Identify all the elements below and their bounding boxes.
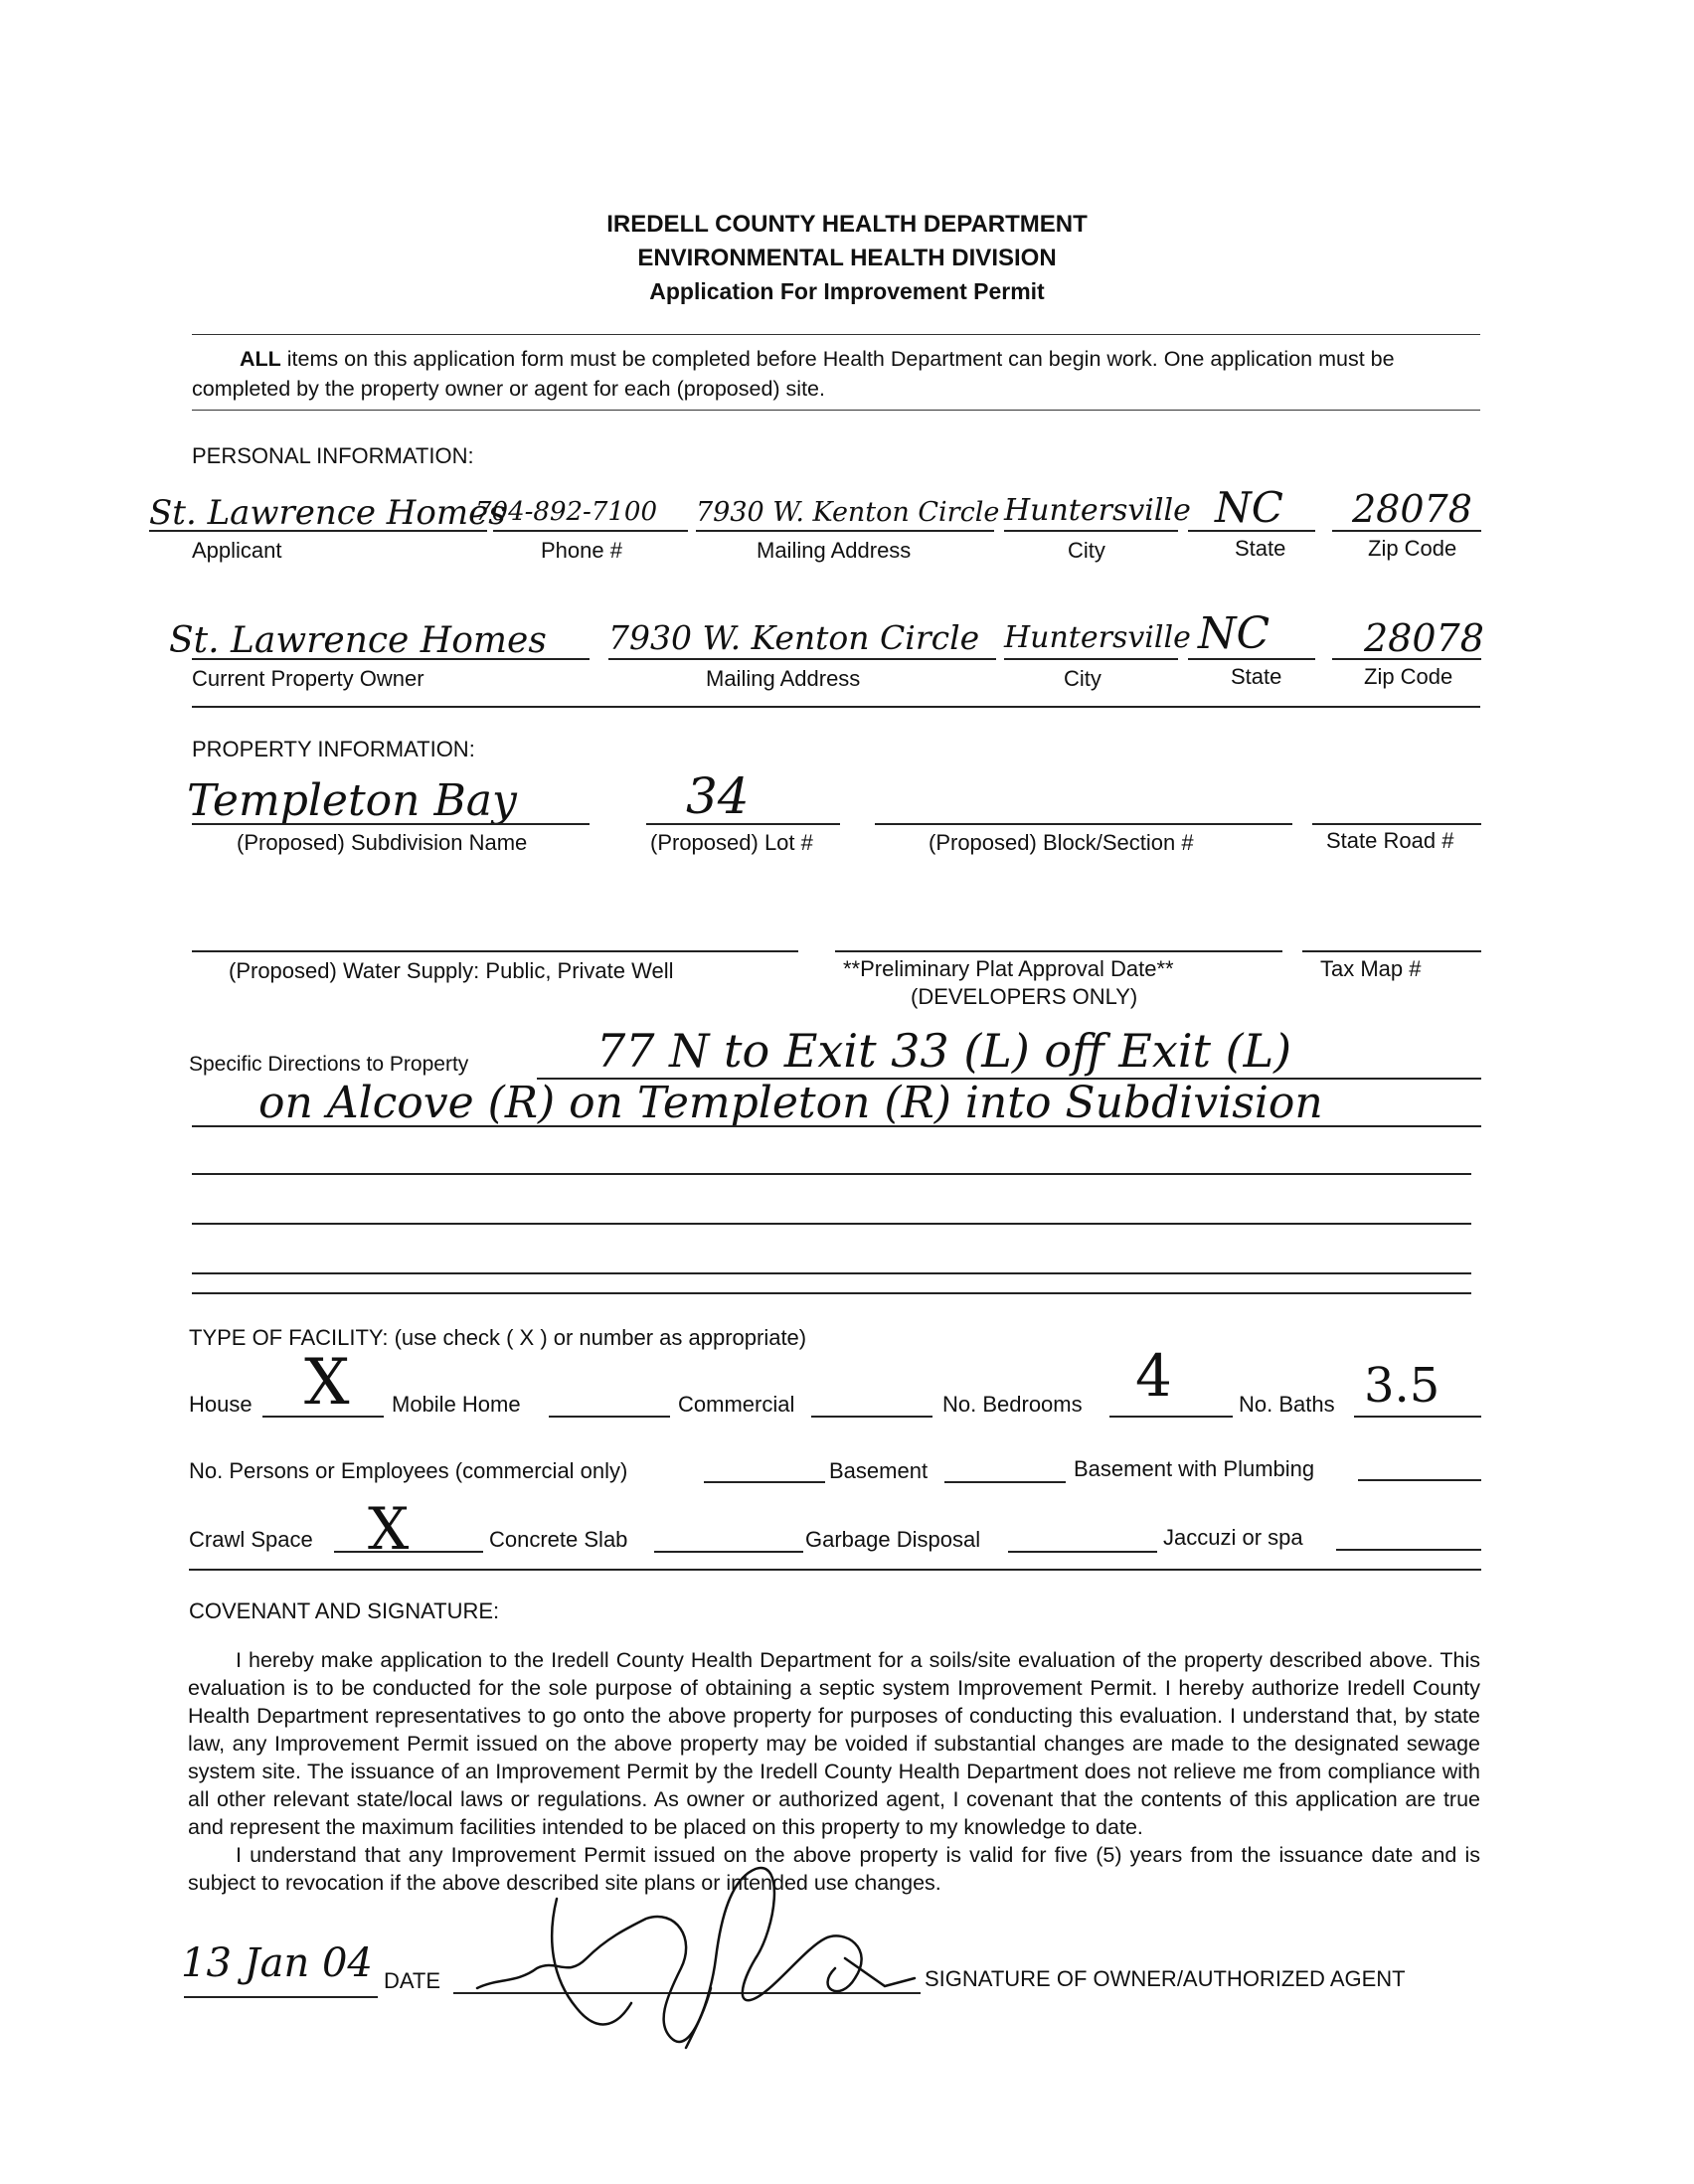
facility-bottom-divider bbox=[189, 1569, 1481, 1571]
plat-approval-label: **Preliminary Plat Approval Date** bbox=[843, 956, 1174, 981]
jacuzzi-underline bbox=[1336, 1549, 1481, 1551]
date-value: 13 Jan 04 bbox=[181, 1940, 373, 1986]
house-label: House bbox=[189, 1392, 253, 1417]
directions-underline-2 bbox=[192, 1125, 1481, 1127]
owner-underline-5 bbox=[1332, 658, 1481, 660]
mobile-underline bbox=[549, 1416, 670, 1418]
house-check-value: X bbox=[304, 1346, 350, 1420]
applicant-city-value: Huntersville bbox=[1004, 493, 1191, 528]
owner-underline-1 bbox=[192, 658, 590, 660]
block-underline bbox=[875, 823, 1292, 825]
baths-label: No. Baths bbox=[1239, 1392, 1335, 1417]
directions-line-2: on Alcove (R) on Templeton (R) into Subdivision bbox=[258, 1078, 1323, 1128]
covenant-paragraph-2: I understand that any Improvement Permit issued on the above property is valid for five (5) years from the issuance date and is subject to revocation if the above described site plans or intended use changes. bbox=[188, 1843, 1480, 1895]
lot-underline bbox=[646, 823, 840, 825]
owner-zip-label: Zip Code bbox=[1364, 664, 1453, 689]
state-road-underline bbox=[1312, 823, 1481, 825]
applicant-name-value: St. Lawrence Homes bbox=[149, 493, 506, 533]
division-title: ENVIRONMENTAL HEALTH DIVISION bbox=[637, 245, 1057, 271]
applicant-zip-value: 28078 bbox=[1352, 487, 1472, 531]
intro-bold: ALL bbox=[240, 347, 281, 371]
owner-underline-3 bbox=[1004, 658, 1178, 660]
persons-underline bbox=[704, 1481, 825, 1483]
baths-value: 3.5 bbox=[1364, 1358, 1440, 1414]
subdivision-underline bbox=[192, 823, 590, 825]
concrete-slab-label: Concrete Slab bbox=[489, 1527, 628, 1552]
water-underline bbox=[192, 950, 798, 952]
commercial-underline bbox=[811, 1416, 932, 1418]
basement-underline bbox=[944, 1481, 1066, 1483]
lot-label: (Proposed) Lot # bbox=[650, 830, 813, 855]
applicant-label: Applicant bbox=[192, 538, 282, 563]
directions-underline-1 bbox=[537, 1078, 1481, 1080]
garbage-underline bbox=[1008, 1551, 1157, 1553]
applicant-underline-6 bbox=[1332, 530, 1481, 532]
city-label: City bbox=[1068, 538, 1105, 563]
directions-underline-3 bbox=[192, 1173, 1471, 1175]
applicant-underline-5 bbox=[1188, 530, 1315, 532]
bedrooms-value: 4 bbox=[1135, 1342, 1172, 1410]
directions-label: Specific Directions to Property bbox=[189, 1053, 469, 1076]
date-label: DATE bbox=[384, 1968, 441, 1993]
handwritten-signature bbox=[457, 1809, 925, 2068]
directions-line-1: 77 N to Exit 33 (L) off Exit (L) bbox=[596, 1024, 1292, 1078]
water-supply-label: (Proposed) Water Supply: Public, Private Well bbox=[229, 958, 674, 983]
owner-underline-2 bbox=[608, 658, 996, 660]
basement-label: Basement bbox=[829, 1458, 929, 1483]
owner-city-label: City bbox=[1064, 666, 1101, 691]
phone-label: Phone # bbox=[541, 538, 622, 563]
tax-map-label: Tax Map # bbox=[1320, 956, 1422, 981]
owner-city-value: Huntersville bbox=[1004, 620, 1191, 655]
directions-underline-6 bbox=[192, 1292, 1471, 1294]
taxmap-underline bbox=[1302, 950, 1481, 952]
basement-plumbing-underline bbox=[1358, 1479, 1481, 1481]
owner-state-label: State bbox=[1231, 664, 1282, 689]
personal-heading: PERSONAL INFORMATION: bbox=[192, 443, 474, 468]
applicant-phone-value: 704-892-7100 bbox=[475, 497, 657, 527]
department-title: IREDELL COUNTY HEALTH DEPARTMENT bbox=[606, 211, 1088, 238]
personal-bottom-divider bbox=[192, 706, 1480, 708]
owner-name-value: St. Lawrence Homes bbox=[169, 620, 547, 661]
garbage-disposal-label: Garbage Disposal bbox=[805, 1527, 981, 1552]
zip-code-label: Zip Code bbox=[1368, 536, 1457, 561]
applicant-underline-1 bbox=[149, 530, 487, 532]
basement-plumbing-label: Basement with Plumbing bbox=[1074, 1456, 1315, 1481]
intro-rest: items on this application form must be completed before Health Department can begin work. One application must be completed by the property owner or agent for each (proposed) site. bbox=[192, 347, 1395, 401]
signature-label: SIGNATURE OF OWNER/AUTHORIZED AGENT bbox=[925, 1966, 1406, 1991]
baths-underline bbox=[1354, 1416, 1481, 1418]
bedrooms-label: No. Bedrooms bbox=[942, 1392, 1083, 1417]
jacuzzi-label: Jaccuzi or spa bbox=[1163, 1525, 1303, 1550]
mobile-home-label: Mobile Home bbox=[392, 1392, 521, 1417]
state-road-label: State Road # bbox=[1326, 828, 1454, 853]
directions-underline-4 bbox=[192, 1223, 1471, 1225]
owner-label: Current Property Owner bbox=[192, 666, 424, 691]
owner-mailing-label: Mailing Address bbox=[706, 666, 861, 691]
owner-address-value: 7930 W. Kenton Circle bbox=[608, 618, 980, 657]
applicant-underline-4 bbox=[1004, 530, 1178, 532]
plat-underline bbox=[835, 950, 1282, 952]
persons-label: No. Persons or Employees (commercial only) bbox=[189, 1458, 628, 1483]
intro-divider bbox=[192, 410, 1480, 411]
subdivision-value: Templeton Bay bbox=[187, 775, 517, 826]
owner-zip-value: 28078 bbox=[1364, 616, 1484, 660]
header-divider bbox=[192, 334, 1480, 335]
crawl-space-label: Crawl Space bbox=[189, 1527, 313, 1552]
intro-text bbox=[192, 344, 1484, 404]
lot-value: 34 bbox=[686, 767, 750, 825]
date-underline bbox=[184, 1996, 378, 1998]
applicant-address-value: 7930 W. Kenton Circle bbox=[696, 497, 1000, 528]
slab-underline bbox=[654, 1551, 803, 1553]
applicant-state-value: NC bbox=[1215, 483, 1283, 532]
covenant-paragraph-1: I hereby make application to the Iredell County Health Department for a soils/site evaluation of the property described above. This evaluation is to be conducted for the sole purpose of obtaining a septic system Improvement Permit. I hereby authorize Iredell County Health Department representatives to go onto the above property for purposes of conducting this evaluation. I understand that, by state law, any Improvement Permit issued on the above property may be voided if substantial changes are made to the designated sewage system site. The issuance of an Improvement Permit by the Iredell County Health Department does not relieve me from compliance with all other relevant state/local laws or regulations. As owner or authorized agent, I covenant that the contents of this application are true and represent the maximum facilities intended to be placed on this property to my knowledge to date. bbox=[188, 1648, 1480, 1839]
block-label: (Proposed) Block/Section # bbox=[929, 830, 1194, 855]
applicant-underline-3 bbox=[696, 530, 994, 532]
facility-heading: TYPE OF FACILITY: (use check ( X ) or number as appropriate) bbox=[189, 1325, 807, 1350]
crawl-check-value: X bbox=[368, 1495, 410, 1563]
directions-underline-5 bbox=[192, 1272, 1471, 1274]
owner-underline-4 bbox=[1188, 658, 1315, 660]
owner-state-value: NC bbox=[1198, 608, 1270, 659]
state-label: State bbox=[1235, 536, 1286, 561]
subdivision-label: (Proposed) Subdivision Name bbox=[237, 830, 528, 855]
property-heading: PROPERTY INFORMATION: bbox=[192, 737, 475, 761]
mailing-address-label: Mailing Address bbox=[757, 538, 912, 563]
bedrooms-underline bbox=[1109, 1416, 1233, 1418]
form-title: Application For Improvement Permit bbox=[649, 278, 1045, 304]
covenant-heading: COVENANT AND SIGNATURE: bbox=[189, 1598, 500, 1623]
developers-only-label: (DEVELOPERS ONLY) bbox=[911, 984, 1138, 1009]
applicant-underline-2 bbox=[493, 530, 688, 532]
commercial-label: Commercial bbox=[678, 1392, 795, 1417]
